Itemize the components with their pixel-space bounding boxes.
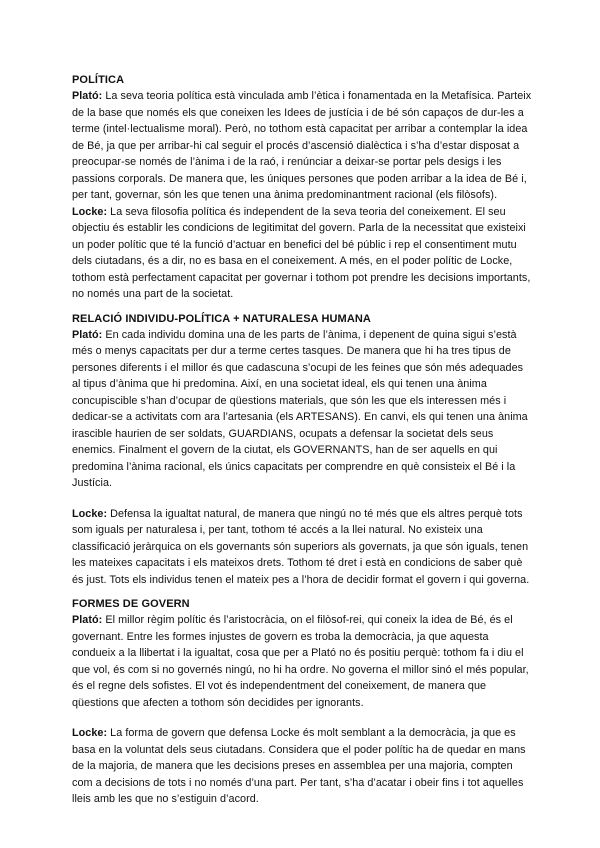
section-relacio-individu-politica [72, 311, 532, 589]
paragraph-text: La seva teoria política està vinculada amb l’ètica i fonamentada en la Metafísica. Parteix de la base que només els que coneixen les Idees de justícia i de bé són capaços de dur-les a terme (intel·lectualisme moral). Però, no tothom està capacitat per arribar a contemplar la idea de Bé, ja que per arribar-hi cal seguir el procés d’ascensió dialèctica i s’ha d’estar disposat a preocupar-se només de l’ànima i de la raó, i renúnciar a deixar-se portar pels desigs i les passions corporals. De manera que, les úniques persones que poden arribar a la idea de Bé i, per tant, governar, són les que tenen una ànima predominantment racional (els filòsofs). [72, 90, 532, 201]
paragraph-plato [72, 612, 532, 711]
paragraph-plato [72, 327, 532, 492]
speaker-label: Locke: [72, 727, 108, 739]
paragraph-locke [72, 506, 532, 589]
paragraph-text: El millor règim polític és l’aristocràcia, on el filòsof-rei, qui coneix la idea de Bé, és el governant. Entre les formes injustes de govern es troba la democràcia, ja que aquesta condueix a la llibertat i la igualtat, cosa que per a Plató no és positiu perquè: tothom fa i diu el que vol, és com si no governés ningú, no hi ha ordre. No governa el millor sinó el més popular, és el regne dels sofistes. El vot és independentment del coneixement, de manera que qüestions que afecten a tothom són decidides per ignorants. [72, 614, 529, 709]
paragraph-text: En cada individu domina una de les parts de l’ànima, i depenent de quina sigui s’està més o menys capacitats per dur a terme certes tasques. De manera que hi ha tres tipus de persones diferents i el millor és que cadascuna s’ocupi de les feines que són més adequades al tipus d’ànima que hi predomina. Així, en una societat ideal, els qui tenen una ànima concupiscible s’han d’ocupar de qüestions materials, que són les que els interessen més i dedicar-se a activitats com ara l’artesania (els ARTESANS). En canvi, els qui tenen una ànima irascible haurien de ser soldats, GUARDIANS, ocupats a defensar la societat dels seus enemics. Finalment el govern de la ciutat, els GOVERNANTS, han de ser aquells en qui predomina l’ànima racional, els únics capacitats per comprendre en què consisteix el Bé i la Justícia. [72, 328, 528, 489]
paragraph-text: La seva filosofia política és independent de la seva teoria del coneixement. El seu objectiu és establir les condicions de legitimitat del govern. Parla de la necessitat que existeixi un poder polític que té la funció d’actuar en benefici del bé públic i rep el consentiment mutu dels ciutadans, és a dir, no es basa en el coneixement. A més, en el poder polític de Locke, tothom està perfectament capacitat per governar i tothom pot prendre les decisions importants, no només una part de la societat. [72, 205, 531, 300]
section-politica [72, 72, 532, 303]
speaker-label: Plató: [72, 614, 103, 626]
speaker-label: Plató: [72, 90, 103, 102]
paragraph-text: La forma de govern que defensa Locke és molt semblant a la democràcia, ja que es basa en la voluntat dels seus ciutadans. Considera que el poder polític ha de quedar en mans de la majoria, de manera que les decisions preses en assemblea per una majoria, compten com a decisions de tots i no només d’una part. Per tant, s’ha d’acatar i obeir fins i tot aquelles lleis amb les que no s’estiguin d’acord. [72, 727, 526, 805]
paragraph-text: Defensa la igualtat natural, de manera que ningú no té més que els altres perquè tots som iguals per naturalesa i, per tant, tothom té accés a la llei natural. No existeix una classificació jeràrquica on els governants són superiors als governats, ja que són iguals, tenen les mateixes capacitats i els mateixos drets. Tothom té dret i està en condicions de saber què és just. Tots els individus tenen el mateix pes a l’hora de decidir format el govern i qui governa. [72, 507, 530, 586]
speaker-label: Plató: [72, 328, 103, 341]
speaker-label: Locke: [72, 205, 108, 218]
paragraph-locke [72, 725, 532, 808]
section-heading: RELACIÓ INDIVIDU-POLÍTICA + NATURALESA HUMANA [72, 312, 371, 325]
section-formes-de-govern [72, 596, 532, 808]
section-heading: POLÍTICA [72, 74, 125, 86]
section-heading: FORMES DE GOVERN [72, 598, 190, 610]
document-page [72, 72, 532, 808]
paragraph-locke [72, 204, 532, 303]
paragraph-plato [72, 88, 532, 204]
speaker-label: Locke: [72, 507, 108, 520]
